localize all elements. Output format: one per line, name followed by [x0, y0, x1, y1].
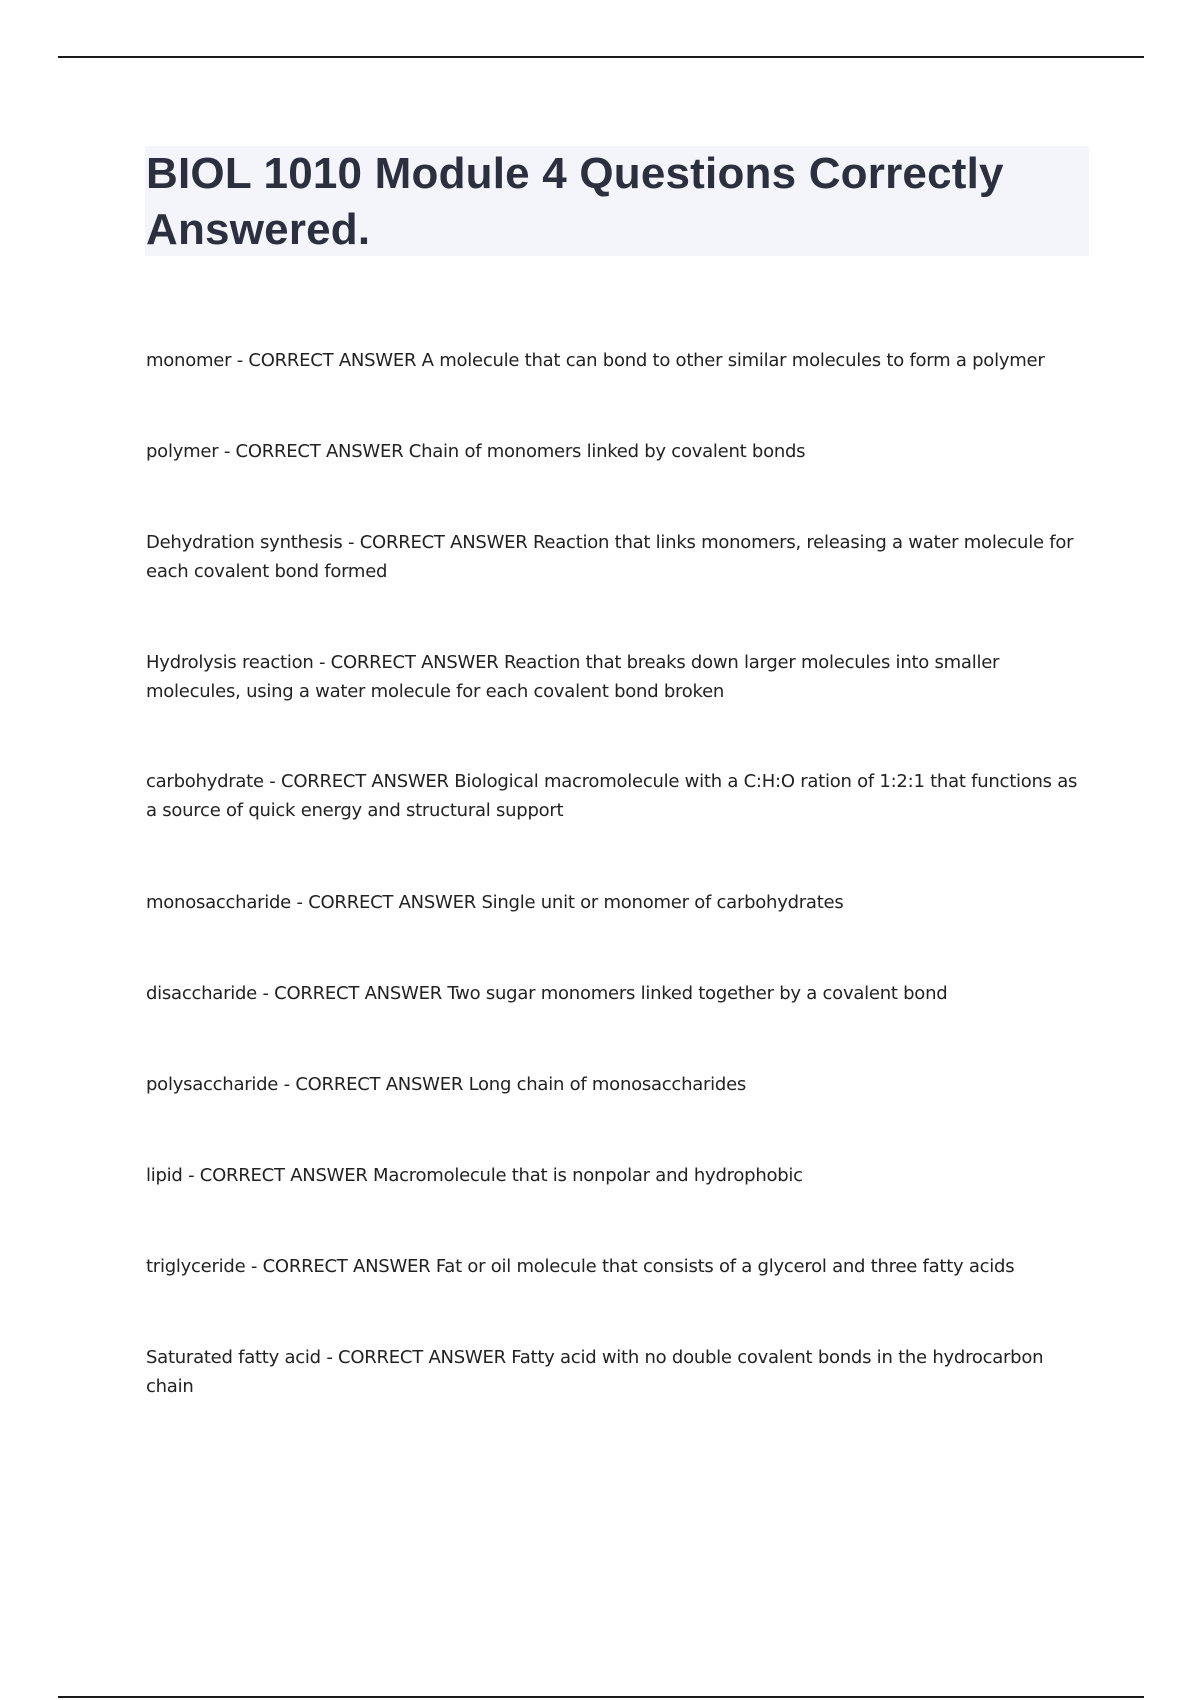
qa-item-carbohydrate: carbohydrate - CORRECT ANSWER Biological macromolecule with a C:H:O ration of 1:2:1 that functions as a source of quick energy and structural support — [146, 771, 1078, 821]
qa-item-hydrolysis-reaction: Hydrolysis reaction - CORRECT ANSWER Reaction that breaks down larger molecules into smaller molecules, using a water molecule for each covalent bond broken — [146, 652, 1000, 702]
qa-item-lipid: lipid - CORRECT ANSWER Macromolecule that is nonpolar and hydrophobic — [146, 1165, 803, 1186]
qa-item-polymer: polymer - CORRECT ANSWER Chain of monomers linked by covalent bonds — [146, 441, 806, 462]
qa-item-polysaccharide: polysaccharide - CORRECT ANSWER Long chain of monosaccharides — [146, 1074, 747, 1095]
qa-item-dehydration-synthesis: Dehydration synthesis - CORRECT ANSWER Reaction that links monomers, releasing a water molecule for each covalent bond formed — [146, 532, 1074, 582]
qa-item-triglyceride: triglyceride - CORRECT ANSWER Fat or oil molecule that consists of a glycerol and three fatty acids — [146, 1256, 1015, 1277]
qa-item-monosaccharide: monosaccharide - CORRECT ANSWER Single unit or monomer of carbohydrates — [146, 892, 844, 913]
top-divider — [58, 56, 1144, 58]
qa-item-monomer: monomer - CORRECT ANSWER A molecule that can bond to other similar molecules to form a polymer — [146, 350, 1045, 371]
title-block — [145, 146, 1089, 256]
qa-item-disaccharide: disaccharide - CORRECT ANSWER Two sugar monomers linked together by a covalent bond — [146, 983, 948, 1004]
page-title: BIOL 1010 Module 4 Questions Correctly Answered. — [146, 149, 1004, 254]
qa-item-saturated-fatty-acid: Saturated fatty acid - CORRECT ANSWER Fatty acid with no double covalent bonds in the hydrocarbon chain — [146, 1347, 1044, 1397]
bottom-divider — [58, 1696, 1144, 1698]
